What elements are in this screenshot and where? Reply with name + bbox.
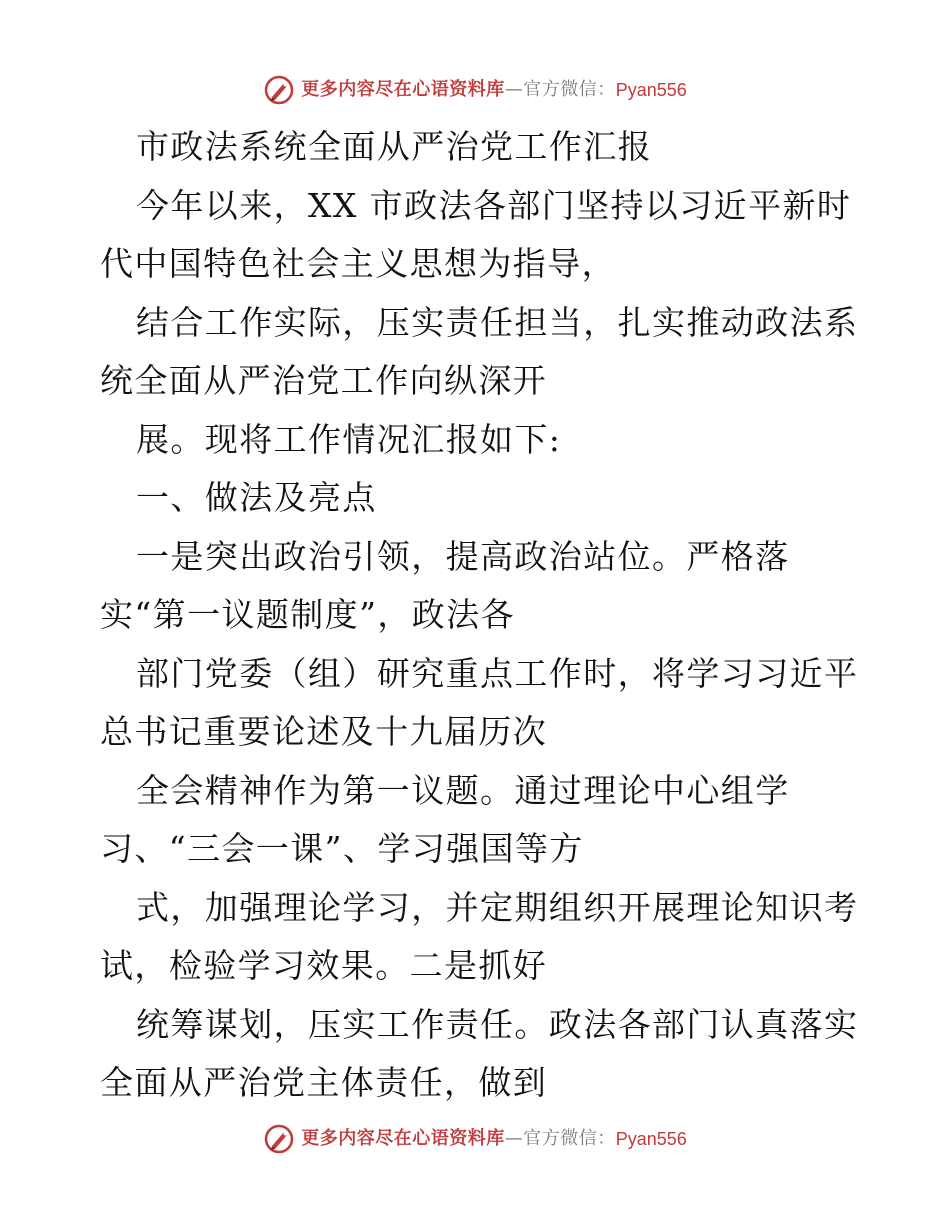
banner-separator: — [504, 79, 524, 100]
document-body [100, 118, 860, 1113]
banner-wechat-label: 官方微信： [523, 79, 616, 100]
footer-banner [0, 1119, 950, 1159]
banner-separator: — [504, 1128, 524, 1149]
paragraph-line: 一是突出政治引领，提高政治站位。严格落 [136, 536, 790, 576]
paragraph-line: 试，检验学习效果。二是抓好 [100, 946, 548, 985]
paragraph-line: 展。现将工作情况汇报如下: [136, 419, 562, 459]
paragraph-line: 习、“三会一课”、学习强国等方 [100, 829, 584, 868]
paragraph-line: 实“第一议题制度”，政法各 [100, 595, 515, 634]
banner-wechat-label: 官方微信： [523, 1128, 616, 1149]
banner-wechat-handle: Pyan556 [615, 1129, 687, 1149]
paragraph-line: 全面从严治党主体责任，做到 [100, 1063, 548, 1102]
paragraph-line: 结合工作实际，压实责任担当，扎实推动政法系 [136, 302, 859, 342]
banner-brand-text: 更多内容尽在心语资料库 [301, 1128, 505, 1149]
header-banner [0, 70, 950, 110]
paragraph-line: 今年以来，XX 市政法各部门坚持以习近平新时 [136, 185, 852, 225]
pen-seal-logo-icon [263, 1123, 295, 1155]
paragraph-line: 统筹谋划，压实工作责任。政法各部门认真落实 [136, 1004, 859, 1044]
paragraph-line: 统全面从严治党工作向纵深开 [100, 361, 548, 400]
paragraph-line: 部门党委（组）研究重点工作时，将学习习近平 [136, 653, 859, 693]
paragraph-line: 全会精神作为第一议题。通过理论中心组学 [136, 770, 790, 810]
paragraph-line: 代中国特色社会主义思想为指导， [100, 244, 616, 283]
paragraph-line: 式，加强理论学习，并定期组织开展理论知识考 [136, 887, 859, 927]
banner-wechat-handle: Pyan556 [615, 80, 687, 100]
paragraph-line: 总书记重要论述及十九届历次 [100, 712, 548, 751]
section-heading: 一、做法及亮点 [136, 478, 377, 517]
banner-brand-text: 更多内容尽在心语资料库 [301, 79, 505, 100]
pen-seal-logo-icon [263, 74, 295, 106]
document-title: 市政法系统全面从严治党工作汇报 [136, 127, 652, 166]
